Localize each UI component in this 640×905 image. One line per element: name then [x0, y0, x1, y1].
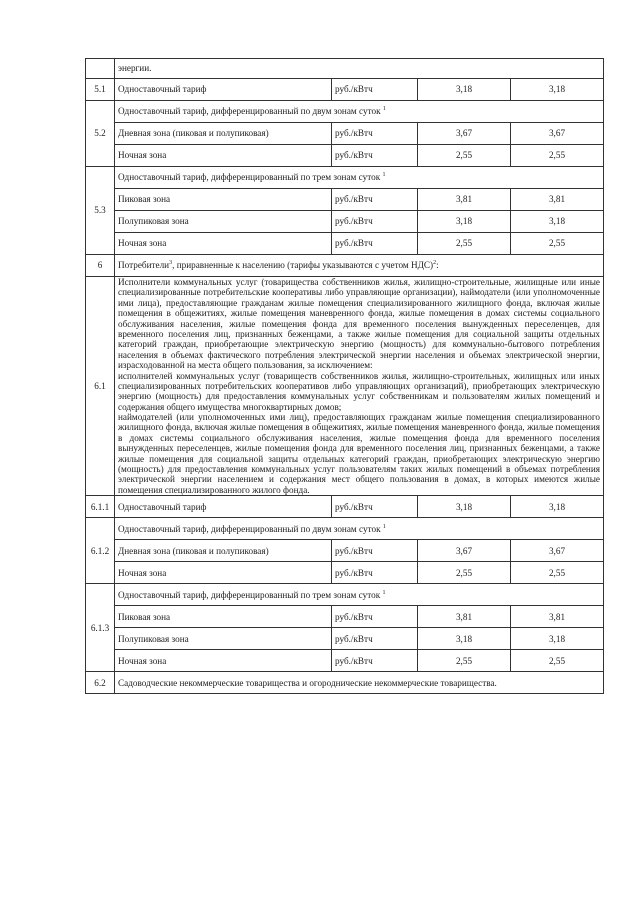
unit-cell: руб./кВтч [332, 211, 418, 233]
tariff-label: Одноставочный тариф [115, 79, 332, 101]
footnote-mark: 1 [382, 523, 386, 530]
table-row [86, 211, 604, 233]
unit-cell: руб./кВтч [332, 650, 418, 672]
table-row [86, 496, 604, 518]
footnote-mark: 1 [382, 106, 386, 113]
unit-cell: руб./кВтч [332, 540, 418, 562]
unit-cell: руб./кВтч [332, 628, 418, 650]
value-first-half: 3,18 [418, 211, 511, 233]
unit-cell: руб./кВтч [332, 189, 418, 211]
zone-label: Полупиковая зона [115, 211, 332, 233]
value-first-half: 2,55 [418, 145, 511, 167]
table-row [86, 167, 604, 189]
description-paragraph: Исполнители коммунальных услуг (товарищества собственников жилья, жилищно-строительные, жилищные или иные специализированные потребительские кооперативы либо управляющие организации), наймодатели (или уполномоченные ими лица), предоставляющие гражданам жилые помещения специализированного жилищного фонда, включая жилые помещения в общежитиях, жилые помещения маневренного фонда, жилые помещения в домах системы социального обслуживания населения, жилые помещения фонда для временного поселения вынужденных переселенцев, для временного поселения лиц, признанных беженцами, а также жилые помещения для социальной защиты отдельных категорий граждан, приобретающие электрическую энергию (мощность) для коммунально-бытового потребления населения в объемах фактического потребления электрической энергии населения и объемах электрической энергии, израсходованной на места общего пользования, за исключением: [118, 277, 600, 371]
value-first-half: 3,18 [418, 628, 511, 650]
tariff-label: Одноставочный тариф [115, 496, 332, 518]
tariff-label [115, 101, 604, 123]
value-first-half: 2,55 [418, 233, 511, 255]
zone-label: Ночная зона [115, 145, 332, 167]
value-first-half: 3,81 [418, 606, 511, 628]
table-row [86, 277, 604, 496]
row-number: 5.1 [86, 79, 115, 101]
row-number: 6.1.1 [86, 496, 115, 518]
table-row [86, 562, 604, 584]
unit-cell: руб./кВтч [332, 233, 418, 255]
value-second-half: 2,55 [511, 233, 604, 255]
footnote-mark: 1 [382, 172, 386, 179]
table-row [86, 672, 604, 694]
zone-label: Дневная зона (пиковая и полупиковая) [115, 540, 332, 562]
label-text: Одноставочный тариф, дифференцированный по двум зонам суток [118, 523, 381, 534]
value-first-half: 3,67 [418, 123, 511, 145]
value-second-half: 3,81 [511, 606, 604, 628]
table-row [86, 189, 604, 211]
tariff-label [115, 167, 604, 189]
tariff-label [115, 584, 604, 606]
table-row [86, 255, 604, 277]
unit-cell: руб./кВтч [332, 79, 418, 101]
value-first-half: 3,18 [418, 79, 511, 101]
value-second-half: 3,18 [511, 79, 604, 101]
heading-colon: : [436, 260, 439, 271]
value-first-half: 2,55 [418, 562, 511, 584]
row-number: 6.2 [86, 672, 115, 694]
table-row [86, 606, 604, 628]
section-text: Садоводческие некоммерческие товарищества и огороднические некоммерческие товарищества. [115, 672, 604, 694]
continuation-text: энергии. [115, 59, 604, 79]
table-row [86, 540, 604, 562]
value-first-half: 3,81 [418, 189, 511, 211]
table-row [86, 59, 604, 79]
row-number: 6 [86, 255, 115, 277]
unit-cell: руб./кВтч [332, 123, 418, 145]
table-row [86, 79, 604, 101]
value-second-half: 3,18 [511, 211, 604, 233]
row-number [86, 59, 115, 79]
table-row [86, 233, 604, 255]
description-paragraph: наймодателей (или уполномоченных ими лиц), предоставляющих гражданам жилые помещения специализированного жилищного фонда, включая жилые помещения в общежитиях, жилые помещения маневренного фонда, жилые помещения в домах системы социального обслуживания населения, жилые помещения фонда для временного поселения вынужденных переселенцев, жилые помещения фонда для временного поселения лиц, признанных беженцами, а также жилые помещения для социальной защиты отдельных категорий граждан, приобретающих электрическую энергию (мощность) для предоставления коммунальных услуг пользователям таких жилых помещений в объемах потребления электрической энергии населением и содержания мест общего пользования в домах, в которых имеются жилые помещения специализированного жилого фонда. [118, 412, 600, 495]
section-heading [115, 255, 604, 277]
unit-cell: руб./кВтч [332, 562, 418, 584]
row-number: 5.3 [86, 167, 115, 255]
value-first-half: 2,55 [418, 650, 511, 672]
zone-label: Ночная зона [115, 233, 332, 255]
zone-label: Дневная зона (пиковая и полупиковая) [115, 123, 332, 145]
footnote-mark: 3 [169, 260, 173, 267]
unit-cell: руб./кВтч [332, 606, 418, 628]
table-row [86, 628, 604, 650]
consumer-description [115, 277, 604, 496]
table-row [86, 518, 604, 540]
tariff-table [85, 58, 604, 694]
row-number: 6.1.3 [86, 584, 115, 672]
footnote-mark: 2 [433, 260, 437, 267]
value-second-half: 3,67 [511, 540, 604, 562]
unit-cell: руб./кВтч [332, 496, 418, 518]
footnote-mark: 1 [382, 589, 386, 596]
label-text: Одноставочный тариф, дифференцированный по трем зонам суток [118, 172, 381, 183]
label-text: Одноставочный тариф, дифференцированный по двум зонам суток [118, 106, 381, 117]
zone-label: Полупиковая зона [115, 628, 332, 650]
table-row [86, 650, 604, 672]
table-row [86, 584, 604, 606]
heading-text: Потребители [118, 260, 170, 271]
zone-label: Ночная зона [115, 650, 332, 672]
value-second-half: 3,18 [511, 628, 604, 650]
value-second-half: 2,55 [511, 650, 604, 672]
value-second-half: 3,18 [511, 496, 604, 518]
value-first-half: 3,18 [418, 496, 511, 518]
unit-cell: руб./кВтч [332, 145, 418, 167]
row-number: 6.1 [86, 277, 115, 496]
table-row [86, 123, 604, 145]
row-number: 5.2 [86, 101, 115, 167]
value-second-half: 3,81 [511, 189, 604, 211]
label-text: Одноставочный тариф, дифференцированный по трем зонам суток [118, 589, 381, 600]
heading-text-cont: , приравненные к населению (тарифы указываются с учетом НДС) [172, 260, 434, 271]
zone-label: Ночная зона [115, 562, 332, 584]
row-number: 6.1.2 [86, 518, 115, 584]
zone-label: Пиковая зона [115, 606, 332, 628]
value-second-half: 2,55 [511, 145, 604, 167]
value-first-half: 3,67 [418, 540, 511, 562]
tariff-label [115, 518, 604, 540]
value-second-half: 3,67 [511, 123, 604, 145]
table-row [86, 145, 604, 167]
table-row [86, 101, 604, 123]
value-second-half: 2,55 [511, 562, 604, 584]
description-paragraph: исполнителей коммунальных услуг (товариществ собственников жилья, жилищно-строительных, жилищных или иных специализированных потребительских кооперативов либо управляющих организаций), приобретающих электрическую энергию (мощность) для предоставления коммунальных услуг собственникам и пользователям жилых помещений и содержания общего имущества многоквартирных домов; [118, 370, 600, 412]
zone-label: Пиковая зона [115, 189, 332, 211]
